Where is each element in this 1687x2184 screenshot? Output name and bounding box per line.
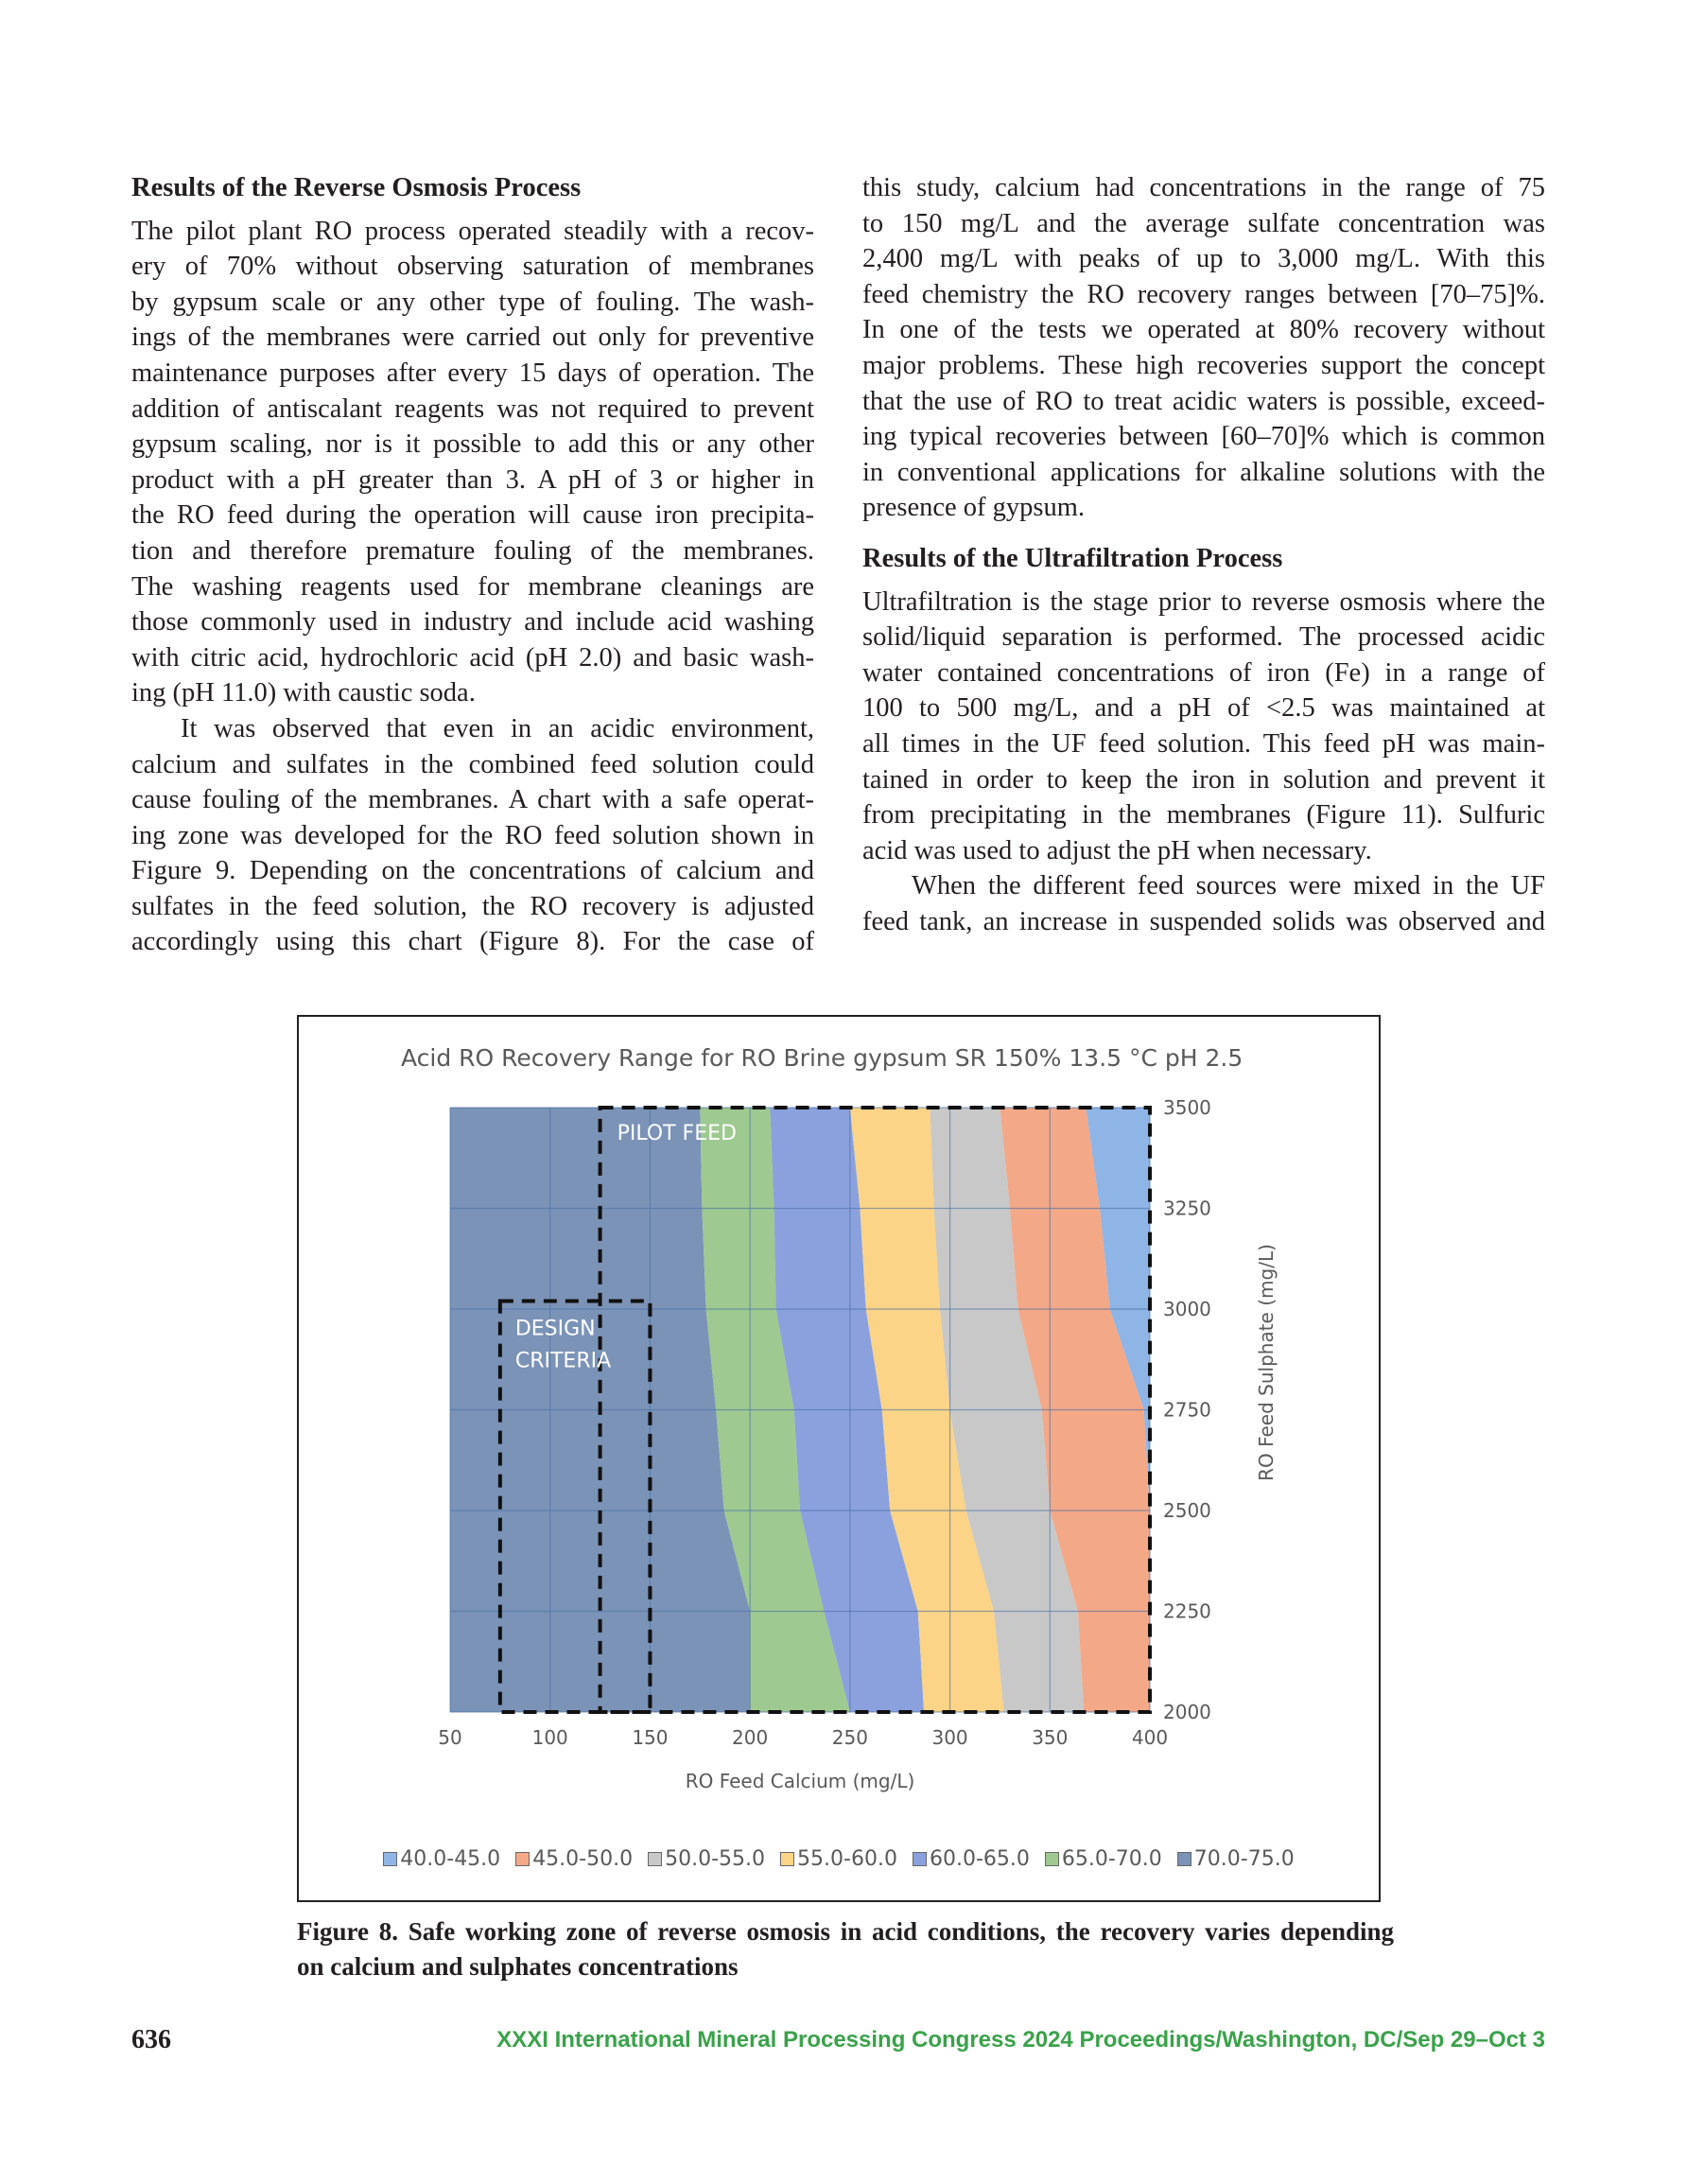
text-line: to 150 mg/L and the average sulfate concentration was bbox=[862, 208, 1545, 238]
legend-swatch bbox=[780, 1852, 794, 1866]
text-line: solid/liquid separation is performed. The processed acidic bbox=[862, 622, 1545, 653]
text-line: ing (pH 11.0) with caustic soda. bbox=[131, 678, 476, 708]
x-tick-label: 350 bbox=[1032, 1726, 1069, 1749]
legend-label: 70.0-75.0 bbox=[1193, 1847, 1295, 1871]
text-line: presence of gypsum. bbox=[862, 493, 1086, 523]
y-tick-label: 2250 bbox=[1163, 1599, 1211, 1623]
legend-item bbox=[913, 1847, 1030, 1871]
text-line: in conventional applications for alkaline solutions with the bbox=[862, 457, 1545, 487]
y-axis-label: RO Feed Sulphate (mg/L) bbox=[1255, 1244, 1278, 1481]
text-line: It was observed that even in an acidic environment, bbox=[181, 713, 814, 743]
section-heading-uf: Results of the Ultrafiltration Process bbox=[862, 543, 1283, 573]
legend-label: 60.0-65.0 bbox=[929, 1847, 1030, 1871]
legend-swatch bbox=[383, 1852, 397, 1866]
legend-item bbox=[383, 1847, 500, 1871]
legend-item bbox=[1177, 1847, 1295, 1871]
text-line: major problems. These high recoveries support the concept bbox=[862, 350, 1545, 380]
left-column bbox=[131, 170, 814, 960]
text-line: accordingly using this chart (Figure 8). For the case of bbox=[131, 927, 814, 957]
x-tick-label: 50 bbox=[438, 1726, 462, 1749]
legend-item bbox=[515, 1847, 633, 1871]
text-line: Figure 8. Safe working zone of reverse osmosis in acid conditions, the recovery varies depending bbox=[297, 1917, 1394, 1946]
text-line: ing zone was developed for the RO feed solution shown in bbox=[131, 820, 814, 850]
design-criteria-label: CRITERIA bbox=[514, 1349, 612, 1373]
chart-legend bbox=[299, 1847, 1379, 1871]
chart-title: Acid RO Recovery Range for RO Brine gypsum SR 150% 13.5 °C pH 2.5 bbox=[401, 1044, 1244, 1072]
text-line: water contained concentrations of iron (Fe) in a range of bbox=[862, 657, 1545, 688]
text-line: The pilot plant RO process operated steadily with a recov- bbox=[131, 216, 814, 246]
running-footer: XXXI International Mineral Processing Congress 2024 Proceedings/Washington, DC/Sep 29–Oct 3 bbox=[496, 2027, 1545, 2053]
text-line: from precipitating in the membranes (Figure 11). Sulfuric bbox=[862, 800, 1545, 830]
text-line: tion and therefore premature fouling of the membranes. bbox=[131, 535, 814, 566]
text-line: tained in order to keep the iron in solution and prevent it bbox=[862, 764, 1545, 795]
y-tick-label: 3250 bbox=[1163, 1197, 1211, 1220]
section-heading-ro: Results of the Reverse Osmosis Process bbox=[131, 173, 582, 202]
text-line: that the use of RO to treat acidic waters is possible, exceed- bbox=[862, 386, 1545, 416]
text-line: ing typical recoveries between [60–70]% which is common bbox=[862, 422, 1545, 452]
text-line: maintenance purposes after every 15 days of operation. The bbox=[131, 358, 814, 388]
pilot-feed-label: PILOT FEED bbox=[617, 1122, 737, 1145]
recovery-zone-chart bbox=[299, 1017, 1379, 1900]
text-line: ings of the membranes were carried out only for preventive bbox=[131, 323, 814, 353]
text-line: with citric acid, hydrochloric acid (pH 2.0) and basic wash- bbox=[131, 642, 814, 673]
text-line: those commonly used in industry and include acid washing bbox=[131, 607, 814, 638]
figure-8 bbox=[297, 1015, 1381, 1902]
text-line: In one of the tests we operated at 80% recovery without bbox=[862, 315, 1545, 345]
y-tick-label: 2000 bbox=[1163, 1701, 1211, 1723]
paragraph-ro-1 bbox=[131, 214, 814, 711]
text-line: by gypsum scale or any other type of fouling. The wash- bbox=[131, 287, 814, 317]
text-line: the RO feed during the operation will cause iron precipita- bbox=[131, 500, 814, 531]
page-number: 636 bbox=[131, 2025, 171, 2054]
right-column bbox=[862, 170, 1545, 939]
legend-swatch bbox=[515, 1852, 530, 1866]
legend-item bbox=[1045, 1847, 1162, 1871]
text-line: feed chemistry the RO recovery ranges between [70–75]%. bbox=[862, 279, 1545, 309]
legend-label: 50.0-55.0 bbox=[665, 1847, 766, 1871]
text-line: addition of antiscalant reagents was not required to prevent bbox=[131, 393, 814, 424]
paragraph-ro-2 bbox=[131, 711, 814, 960]
y-tick-label: 2500 bbox=[1163, 1499, 1211, 1522]
text-line: cause fouling of the membranes. A chart with a safe operat- bbox=[131, 785, 814, 815]
paragraph-uf-1 bbox=[862, 585, 1545, 869]
y-tick-label: 3000 bbox=[1163, 1298, 1211, 1320]
legend-label: 65.0-70.0 bbox=[1061, 1847, 1162, 1871]
text-line: this study, calcium had concentrations in the range of 75 bbox=[862, 173, 1545, 202]
text-line: calcium and sulfates in the combined feed solution could bbox=[131, 749, 814, 779]
y-tick-label: 3500 bbox=[1163, 1096, 1211, 1119]
x-tick-label: 200 bbox=[732, 1726, 769, 1749]
text-line: 2,400 mg/L with peaks of up to 3,000 mg/L. With this bbox=[862, 244, 1545, 274]
text-line: Ultrafiltration is the stage prior to reverse osmosis where the bbox=[862, 586, 1545, 617]
legend-swatch bbox=[1177, 1852, 1191, 1866]
x-tick-label: 300 bbox=[931, 1726, 968, 1749]
legend-item bbox=[648, 1847, 765, 1871]
legend-label: 40.0-45.0 bbox=[400, 1847, 501, 1871]
legend-swatch bbox=[648, 1852, 662, 1866]
figure-caption bbox=[297, 1914, 1394, 1984]
text-line: Figure 9. Depending on the concentrations of calcium and bbox=[131, 856, 814, 886]
paragraph-uf-2 bbox=[862, 868, 1545, 939]
text-line: 100 to 500 mg/L, and a pH of <2.5 was maintained at bbox=[862, 693, 1545, 724]
design-criteria-label: DESIGN bbox=[514, 1317, 596, 1341]
legend-label: 55.0-60.0 bbox=[797, 1847, 897, 1871]
legend-label: 45.0-50.0 bbox=[532, 1847, 634, 1871]
text-line: feed tank, an increase in suspended solids was observed and bbox=[862, 906, 1545, 936]
x-tick-label: 150 bbox=[632, 1726, 669, 1749]
legend-swatch bbox=[913, 1852, 927, 1866]
text-line: When the different feed sources were mixed in the UF bbox=[912, 871, 1545, 901]
text-line: The washing reagents used for membrane cleanings are bbox=[131, 571, 814, 602]
paragraph-ro-3 bbox=[862, 170, 1545, 526]
y-tick-label: 2750 bbox=[1163, 1398, 1211, 1422]
x-tick-label: 250 bbox=[831, 1726, 868, 1749]
legend-swatch bbox=[1045, 1852, 1059, 1866]
text-line: gypsum scaling, nor is it possible to add this or any other bbox=[131, 429, 814, 460]
text-line: sulfates in the feed solution, the RO recovery is adjusted bbox=[131, 891, 814, 921]
legend-item bbox=[780, 1847, 897, 1871]
text-line: on calcium and sulphates concentrations bbox=[297, 1952, 739, 1981]
x-axis-label: RO Feed Calcium (mg/L) bbox=[685, 1770, 915, 1792]
text-line: product with a pH greater than 3. A pH of 3 or higher in bbox=[131, 464, 814, 495]
x-tick-label: 400 bbox=[1131, 1726, 1169, 1749]
text-line: all times in the UF feed solution. This feed pH was main- bbox=[862, 728, 1545, 759]
text-line: acid was used to adjust the pH when necessary. bbox=[862, 835, 1372, 865]
text-line: ery of 70% without observing saturation of membranes bbox=[131, 252, 814, 282]
x-tick-label: 100 bbox=[531, 1726, 568, 1749]
